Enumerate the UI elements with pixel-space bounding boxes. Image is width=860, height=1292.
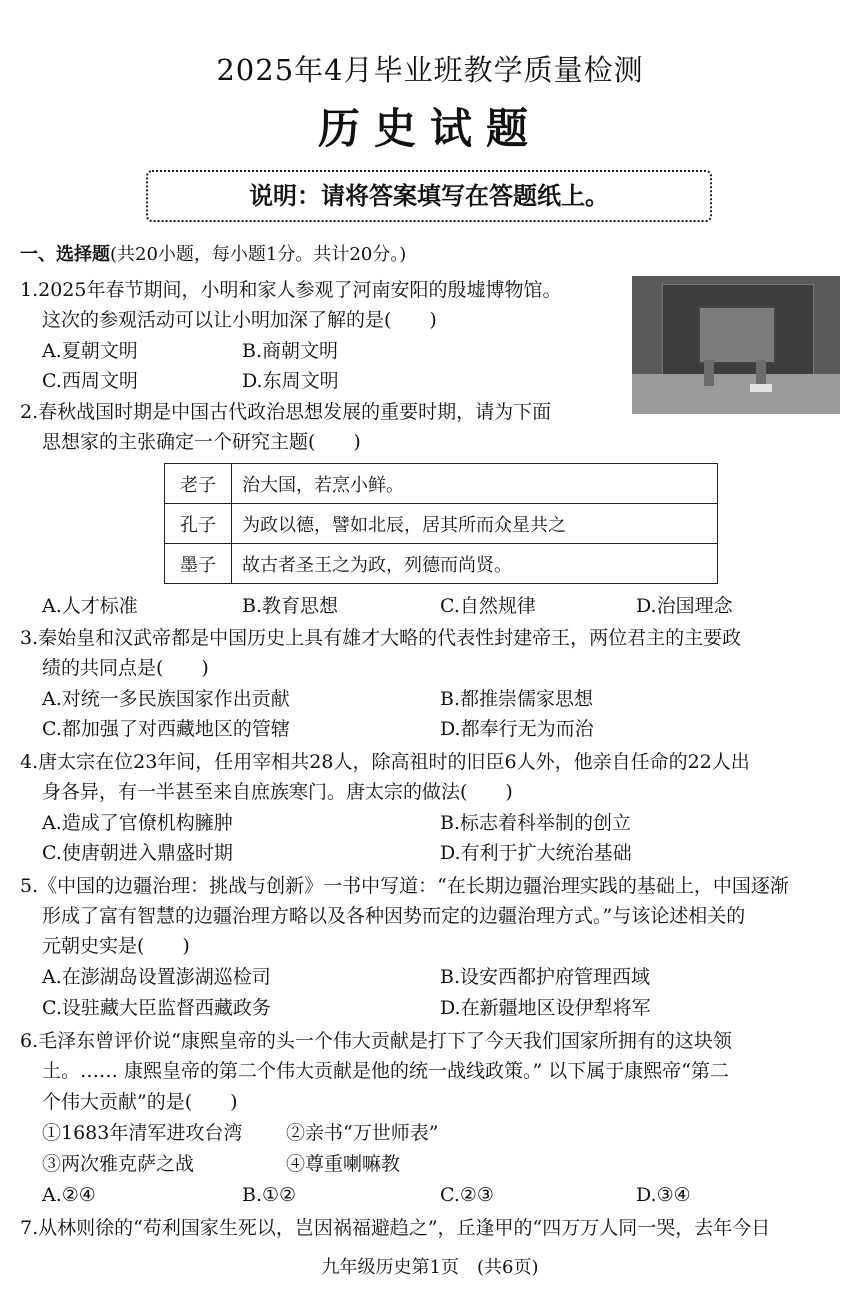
q5-option-b: B.设安西都护府管理西域 bbox=[440, 966, 651, 988]
display-stand bbox=[632, 374, 840, 414]
thinker-quote: 为政以德，譬如北辰，居其所而众星共之 bbox=[232, 504, 718, 544]
q4-option-a: A.造成了官僚机构臃肿 bbox=[42, 812, 233, 834]
notice-text: 说明：请将答案填写在答题纸上。 bbox=[249, 182, 609, 210]
q5-stem-line-2: 形成了富有智慧的边疆治理方略以及各种因势而定的边疆治理方式。”与该论述相关的 bbox=[42, 905, 746, 927]
section-label: 一、选择题 bbox=[20, 244, 110, 265]
ding-vessel bbox=[698, 306, 776, 364]
q1-stem-line-1: 1.2025年春节期间，小明和家人参观了河南安阳的殷墟博物馆。 bbox=[20, 279, 562, 301]
q6-option-c: C.②③ bbox=[440, 1184, 494, 1206]
notice-box bbox=[146, 170, 712, 222]
section-heading bbox=[20, 240, 406, 266]
q3-stem-line-2: 绩的共同点是( ) bbox=[42, 657, 209, 679]
total-pages: (共6页) bbox=[476, 1257, 539, 1278]
exam-title: 2025年4月毕业班教学质量检测 bbox=[216, 53, 644, 87]
q6-item-2: ②亲书“万世师表” bbox=[286, 1122, 439, 1144]
q6-option-b: B.①② bbox=[242, 1184, 297, 1206]
q2-option-c: C.自然规律 bbox=[440, 595, 536, 617]
q6-stem-line-3: 个伟大贡献”的是( ) bbox=[42, 1091, 238, 1113]
q5-option-a: A.在澎湖岛设置澎湖巡检司 bbox=[42, 966, 271, 988]
q4-stem-line-1: 4.唐太宗在位23年间，任用宰相共28人，除高祖时的旧臣6人外，他亲自任命的22人出 bbox=[20, 751, 750, 773]
label-plate bbox=[750, 384, 772, 392]
q5-stem-line-1: 5.《中国的边疆治理：挑战与创新》一书中写道：“在长期边疆治理实践的基础上，中国逐渐 bbox=[20, 875, 789, 897]
q3-stem-line-1: 3.秦始皇和汉武帝都是中国历史上具有雄才大略的代表性封建帝王，两位君主的主要政 bbox=[20, 627, 742, 649]
q5-option-d: D.在新疆地区设伊犁将军 bbox=[440, 997, 651, 1019]
q2-stem-line-2: 思想家的主张确定一个研究主题( ) bbox=[42, 431, 361, 453]
q1-stem-line-2: 这次的参观活动可以让小明加深了解的是( ) bbox=[42, 309, 437, 331]
q6-stem-line-2: 土。…… 康熙皇帝的第二个伟大贡献是他的统一战线政策。” 以下属于康熙帝“第二 bbox=[42, 1060, 730, 1082]
section-info: (共20小题，每小题1分。共计20分。) bbox=[110, 244, 407, 265]
ding-leg bbox=[756, 360, 766, 386]
q2-option-b: B.教育思想 bbox=[242, 595, 339, 617]
q4-stem-line-2: 身各异，有一半甚至来自庶族寒门。唐太宗的做法( ) bbox=[42, 781, 513, 803]
thinker-quote: 治大国，若烹小鲜。 bbox=[232, 464, 718, 504]
q1-option-b: B.商朝文明 bbox=[242, 340, 339, 362]
q2-stem-line-1: 2.春秋战国时期是中国古代政治思想发展的重要时期，请为下面 bbox=[20, 401, 552, 423]
page-footer bbox=[0, 1253, 860, 1279]
q4-option-b: B.标志着科举制的创立 bbox=[440, 812, 632, 834]
q1-option-d: D.东周文明 bbox=[242, 370, 339, 392]
q6-item-3: ③两次雅克萨之战 bbox=[42, 1153, 195, 1175]
q2-option-d: D.治国理念 bbox=[636, 595, 733, 617]
q3-option-a: A.对统一多民族国家作出贡献 bbox=[42, 688, 290, 710]
q5-option-c: C.设驻藏大臣监督西藏政务 bbox=[42, 997, 271, 1019]
subject-title: 历史试题 bbox=[317, 104, 542, 153]
thinkers-table bbox=[164, 463, 718, 584]
q3-option-b: B.都推崇儒家思想 bbox=[440, 688, 594, 710]
q1-option-c: C.西周文明 bbox=[42, 370, 138, 392]
q3-option-c: C.都加强了对西藏地区的管辖 bbox=[42, 718, 290, 740]
q4-option-c: C.使唐朝进入鼎盛时期 bbox=[42, 842, 233, 864]
q6-option-d: D.③④ bbox=[636, 1184, 691, 1206]
q4-option-d: D.有利于扩大统治基础 bbox=[440, 842, 632, 864]
page-number: 九年级历史第1页 bbox=[321, 1257, 459, 1278]
q6-option-a: A.②④ bbox=[42, 1184, 96, 1206]
q6-item-4: ④尊重喇嘛教 bbox=[286, 1153, 401, 1175]
table-row bbox=[165, 504, 718, 544]
thinker-name: 老子 bbox=[165, 464, 232, 504]
q6-item-1: ①1683年清军进攻台湾 bbox=[42, 1122, 243, 1144]
ding-leg bbox=[704, 360, 714, 386]
table-row bbox=[165, 544, 718, 584]
bronze-ding-photo bbox=[632, 276, 840, 414]
thinker-name: 墨子 bbox=[165, 544, 232, 584]
thinker-name: 孔子 bbox=[165, 504, 232, 544]
q2-option-a: A.人才标准 bbox=[42, 595, 138, 617]
table-row bbox=[165, 464, 718, 504]
q7-stem-line-1: 7.从林则徐的“苟利国家生死以，岂因祸福避趋之”，丘逢甲的“四万万人同一哭，去年今日 bbox=[20, 1217, 771, 1239]
q6-stem-line-1: 6.毛泽东曾评价说“康熙皇帝的头一个伟大贡献是打下了今天我们国家所拥有的这块领 bbox=[20, 1030, 732, 1052]
q5-stem-line-3: 元朝史实是( ) bbox=[42, 935, 190, 957]
q3-option-d: D.都奉行无为而治 bbox=[440, 718, 594, 740]
q1-option-a: A.夏朝文明 bbox=[42, 340, 138, 362]
thinker-quote: 故古者圣王之为政，列德而尚贤。 bbox=[232, 544, 718, 584]
